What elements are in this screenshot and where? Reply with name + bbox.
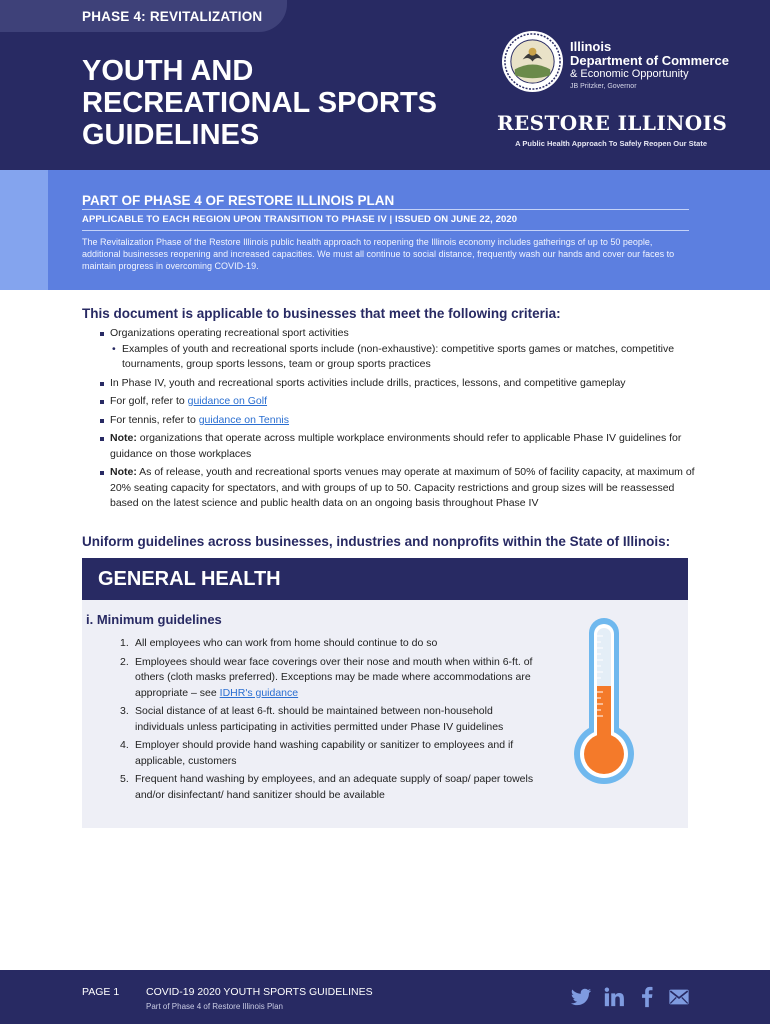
golf-guidance-link[interactable]: guidance on Golf	[187, 395, 268, 407]
dceo-line-1: Illinois	[570, 39, 612, 54]
state-seal-icon	[501, 30, 564, 93]
list-item	[100, 326, 700, 373]
minimum-guidelines-list	[120, 636, 540, 806]
item-number: 2.	[120, 655, 129, 668]
item-number: 4.	[120, 739, 129, 751]
list-item	[100, 431, 700, 462]
note-label: Note:	[110, 432, 137, 444]
list-item	[120, 772, 540, 803]
item-number: 1.	[120, 637, 129, 649]
restore-illinois-subtitle: A Public Health Approach To Safely Reopen Our State	[515, 139, 707, 148]
list-item	[120, 738, 540, 769]
minimum-guidelines-heading: i. Minimum guidelines	[86, 612, 222, 627]
band-title: PART OF PHASE 4 OF RESTORE ILLINOIS PLAN	[82, 193, 395, 208]
criteria-item-text: For golf, refer to	[110, 395, 188, 407]
footer-subtitle: Part of Phase 4 of Restore Illinois Plan	[146, 1002, 283, 1011]
facebook-icon[interactable]	[636, 986, 658, 1008]
email-icon[interactable]	[668, 986, 690, 1008]
idhr-guidance-link[interactable]: IDHR's guidance	[219, 686, 299, 699]
phase-label: PHASE 4: REVITALIZATION	[82, 9, 263, 24]
item-text: Employees should wear face coverings over their nose and mouth when within 6-ft. of others (cloth masks preferred). Exceptions may be made where accommodations are appropriate – see	[135, 655, 533, 699]
phase-tab	[0, 0, 287, 32]
dceo-line-3: & Economic Opportunity	[570, 68, 689, 80]
uniform-guidelines-heading: Uniform guidelines across businesses, industries and nonprofits within the State of Illinois:	[82, 534, 671, 549]
linkedin-icon[interactable]	[603, 986, 625, 1008]
general-health-header	[82, 558, 688, 600]
title-line-1: YOUTH AND	[82, 55, 254, 87]
criteria-list	[100, 326, 700, 515]
item-text: Social distance of at least 6-ft. should be maintained between non-household individuals unless participating in activities permitted under Phase IV guidelines	[135, 705, 504, 733]
dceo-line-2: Department of Commerce	[570, 53, 729, 68]
note-label: Note:	[110, 466, 137, 478]
list-item	[120, 704, 540, 735]
tennis-guidance-link[interactable]: guidance on Tennis	[198, 413, 289, 426]
list-item	[100, 394, 700, 410]
footer-title: COVID-19 2020 YOUTH SPORTS GUIDELINES	[146, 986, 373, 998]
list-item	[100, 413, 700, 429]
item-text: Employer should provide hand washing capability or sanitizer to employees and if applicable, customers	[135, 739, 514, 767]
criteria-item-text: Organizations operating recreational sport activities	[110, 327, 349, 339]
band-description: The Revitalization Phase of the Restore Illinois public health approach to reopening the Illinois economy includes gatherings of up to 50 people, additional businesses reopening and increased capacities. We must all continue to social distance, frequently wash our hands and cover our faces to maintain progress in overcoming COVID-19.	[82, 237, 675, 271]
list-item	[120, 655, 540, 702]
title-line-3: GUIDELINES	[82, 119, 260, 151]
general-health-title: GENERAL HEALTH	[98, 568, 281, 590]
item-text: Frequent hand washing by employees, and an adequate supply of soap/ paper towels and/or disinfectant/ hand sanitizer should be available	[135, 773, 534, 801]
twitter-icon[interactable]	[570, 986, 592, 1008]
list-item	[100, 465, 700, 512]
thermometer-icon	[572, 616, 636, 786]
criteria-heading: This document is applicable to businesses that meet the following criteria:	[82, 306, 561, 321]
page-title	[82, 55, 482, 151]
dceo-logo-text	[570, 40, 729, 93]
item-text: All employees who can work from home should continue to do so	[135, 637, 438, 649]
divider	[82, 230, 689, 231]
title-line-2: RECREATIONAL SPORTS	[82, 87, 438, 119]
item-number: 5.	[120, 773, 129, 785]
divider	[82, 209, 689, 210]
governor-line: JB Pritzker, Governor	[570, 83, 637, 90]
list-item: In Phase IV, youth and recreational sports activities include drills, practices, lessons, and competitive gameplay	[100, 376, 700, 392]
criteria-sublist	[110, 342, 700, 373]
list-item	[120, 636, 540, 652]
criteria-item-text: organizations that operate across multiple workplace environments should refer to applicable Phase IV guidelines for guidance on those workplaces	[110, 432, 682, 460]
item-number: 3.	[120, 705, 129, 717]
applicable-line: APPLICABLE TO EACH REGION UPON TRANSITION TO PHASE IV | ISSUED ON JUNE 22, 2020	[82, 214, 518, 225]
list-item: • Examples of youth and recreational sports include (non-exhaustive): competitive sports games or matches, competitive tournaments, group sports lessons, team or group sports practices	[110, 342, 700, 373]
criteria-item-text: For tennis, refer to	[110, 413, 199, 426]
page-number: PAGE 1	[82, 986, 120, 998]
criteria-item-text: As of release, youth and recreational sports venues may operate at maximum of 50% of facility capacity, at maximum of 20% seating capacity for spectators, and with groups of up to 50. Capacity restrictions and group sizes will be reassessed based on the latest science and public health data on an ongoing basis throughout Phase IV	[110, 466, 695, 509]
restore-illinois-title: RESTORE ILLINOIS	[497, 111, 728, 135]
